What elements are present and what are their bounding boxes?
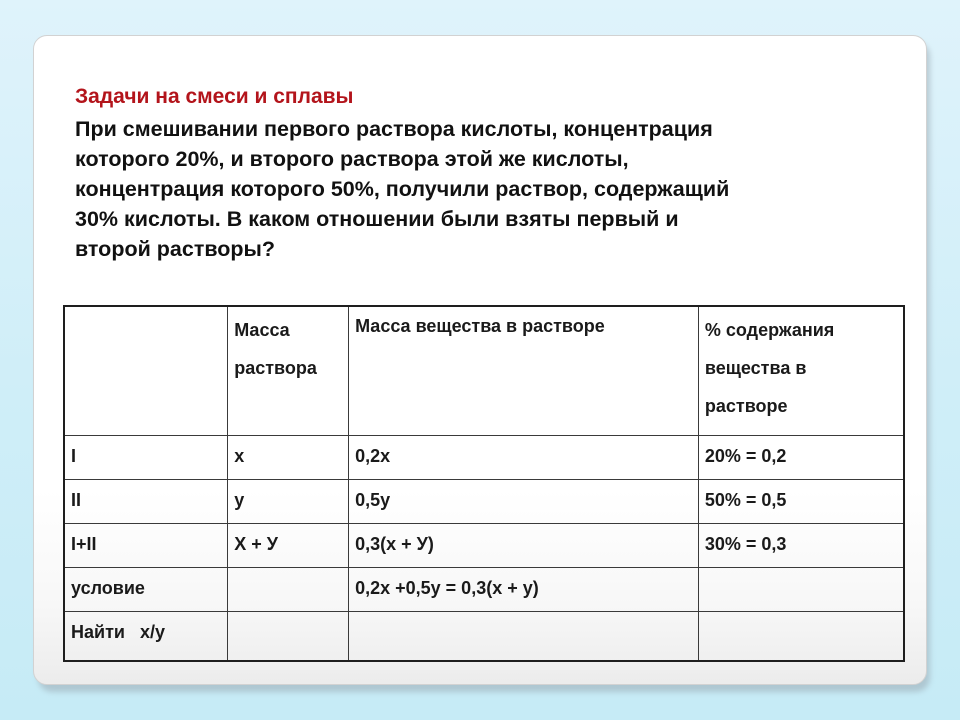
mixture-table <box>63 305 905 662</box>
table-cell: II <box>64 479 228 523</box>
table-cell: 20% = 0,2 <box>698 435 904 479</box>
table-row <box>64 479 904 523</box>
table-cell: Найти x/y <box>64 611 228 661</box>
table-cell: X + У <box>228 523 349 567</box>
header-text: % содержания <box>704 320 835 340</box>
table-row <box>64 611 904 661</box>
header-text: Масса <box>234 320 290 340</box>
table-cell <box>349 611 699 661</box>
table-cell: 50% = 0,5 <box>698 479 904 523</box>
problem-line: которого 20%, и второго раствора этой же кислоты, <box>75 147 629 171</box>
header-text: раствора <box>234 358 317 378</box>
header-text: вещества в <box>704 358 807 378</box>
header-cell-substance-mass <box>349 306 699 435</box>
table-cell <box>228 567 349 611</box>
header-cell-percent-content <box>698 306 904 435</box>
table-cell <box>698 611 904 661</box>
table-cell: 0,3(x + У) <box>349 523 699 567</box>
table-cell <box>698 567 904 611</box>
table-row <box>64 435 904 479</box>
table-cell: 0,2x +0,5y = 0,3(x + y) <box>349 567 699 611</box>
slide-title: Задачи на смеси и сплавы <box>75 85 354 108</box>
table-cell: I <box>64 435 228 479</box>
table-cell <box>228 611 349 661</box>
table-header-row <box>64 306 904 435</box>
problem-line: При смешивании первого раствора кислоты, концентрация <box>75 117 713 141</box>
problem-line: второй растворы? <box>75 237 276 261</box>
table-cell: x <box>228 435 349 479</box>
table-cell: условие <box>64 567 228 611</box>
header-cell-empty <box>64 306 228 435</box>
problem-line: концентрация которого 50%, получили раствор, содержащий <box>75 177 730 201</box>
table-cell: 0,2x <box>349 435 699 479</box>
header-text: растворе <box>704 396 788 416</box>
table-cell: 30% = 0,3 <box>698 523 904 567</box>
header-text: Масса вещества в растворе <box>355 316 605 336</box>
problem-line: 30% кислоты. В каком отношении были взяты первый и <box>75 207 679 231</box>
header-cell-solution-mass <box>228 306 349 435</box>
table-cell: y <box>228 479 349 523</box>
table-cell: I+II <box>64 523 228 567</box>
problem-statement <box>75 114 925 264</box>
table-row <box>64 523 904 567</box>
table-row <box>64 567 904 611</box>
table-cell: 0,5y <box>349 479 699 523</box>
